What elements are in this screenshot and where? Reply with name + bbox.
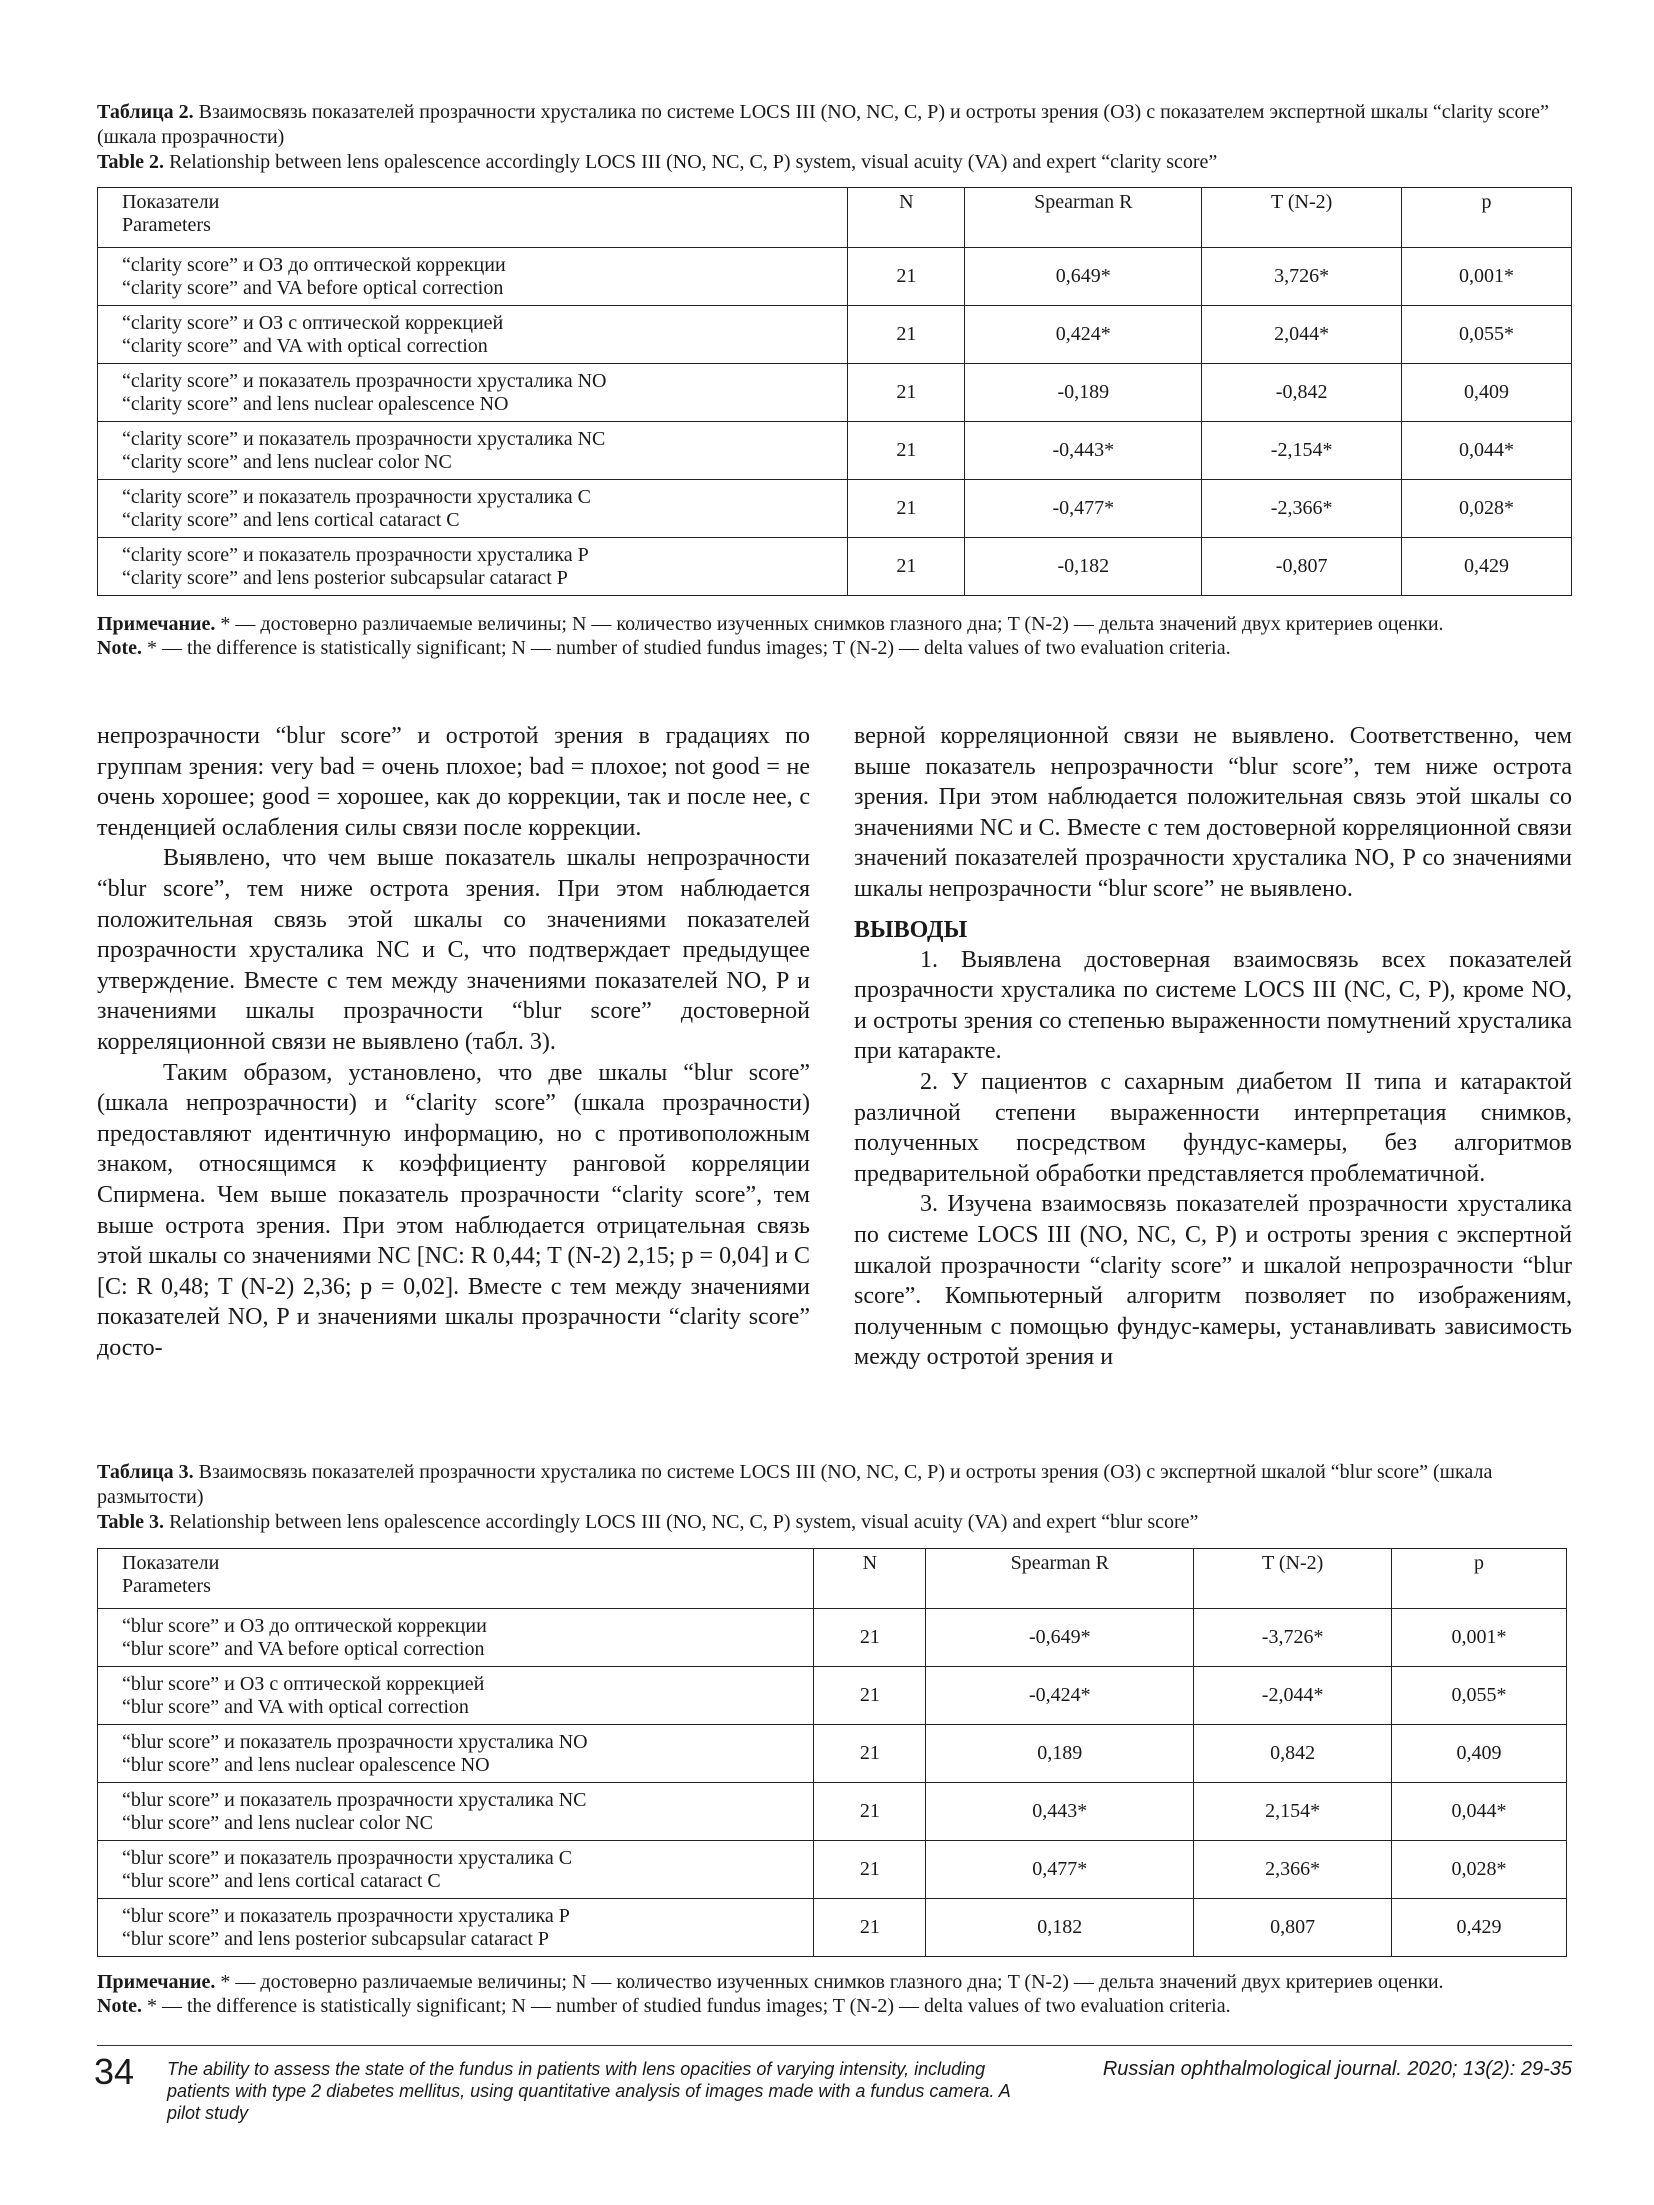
body-right-column <box>854 721 1572 1373</box>
table2-header-spearman: Spearman R <box>965 188 1202 248</box>
n-cell: 21 <box>814 1783 926 1841</box>
t-value-cell: 2,154* <box>1194 1783 1392 1841</box>
parameter-cell <box>98 422 848 480</box>
conclusions-heading: ВЫВОДЫ <box>854 916 968 943</box>
spearman-r-cell: -0,182 <box>965 538 1202 596</box>
parameter-cell <box>98 306 848 364</box>
footer-divider <box>97 2045 1572 2046</box>
p-value-cell: 0,001* <box>1402 248 1572 306</box>
body-paragraph: Выявлено, что чем выше показатель шкалы непрозрачности “blur score”, тем ниже острота зрения. При этом наблюдается положительная связь этой шкалы со значениями показателей прозрачности хрусталика NC и C, что подтверждает предыдущее утверждение. Вместе с тем между значениями показателей NO, P и значениями шкалы прозрачности “blur score” достоверной корреляционной связи не выявлено (табл. 3). <box>97 845 810 1055</box>
table-row <box>98 1841 1567 1899</box>
p-value-cell: 0,044* <box>1392 1783 1567 1841</box>
body-left-column <box>97 721 810 1363</box>
p-value-cell: 0,055* <box>1392 1667 1567 1725</box>
n-cell: 21 <box>848 538 965 596</box>
table3 <box>97 1548 1567 1957</box>
t-value-cell: -2,154* <box>1202 422 1402 480</box>
table2-header-t: T (N-2) <box>1202 188 1402 248</box>
table3-note-en: Note. * — the difference is statistically significant; N — number of studied fundus images; T (N-2) — delta values of two evaluation criteria. <box>97 1995 1231 2017</box>
t-value-cell: 0,807 <box>1194 1899 1392 1957</box>
table3-header-n: N <box>814 1549 926 1609</box>
parameter-ru: “clarity score” и показатель прозрачности хрусталика NC <box>122 427 606 450</box>
spearman-r-cell: -0,424* <box>926 1667 1194 1725</box>
table-row <box>98 248 1572 306</box>
parameter-en: “clarity score” and lens nuclear color NC <box>122 450 452 473</box>
n-cell: 21 <box>814 1667 926 1725</box>
spearman-r-cell: -0,477* <box>965 480 1202 538</box>
p-value-cell: 0,001* <box>1392 1609 1567 1667</box>
table2-note-en: Note. * — the difference is statistically significant; N — number of studied fundus images; T (N-2) — delta values of two evaluation criteria. <box>97 637 1231 659</box>
parameter-cell <box>98 1725 814 1783</box>
parameter-cell <box>98 1783 814 1841</box>
parameter-ru: “blur score” и ОЗ с оптической коррекцией <box>122 1672 485 1695</box>
parameter-ru: “blur score” и показатель прозрачности хрусталика C <box>122 1846 573 1869</box>
t-value-cell: 0,842 <box>1194 1725 1392 1783</box>
t-value-cell: 2,366* <box>1194 1841 1392 1899</box>
table2-header-p: p <box>1402 188 1572 248</box>
table-row <box>98 306 1572 364</box>
footer-article-title: The ability to assess the state of the fundus in patients with lens opacities of varying intensity, including patients with type 2 diabetes mellitus, using quantitative analysis of images made with a fundus camera. A pilot study <box>167 2059 1011 2123</box>
spearman-r-cell: 0,189 <box>926 1725 1194 1783</box>
parameter-ru: “blur score” и показатель прозрачности хрусталика NO <box>122 1730 588 1753</box>
table-row <box>98 538 1572 596</box>
parameter-cell <box>98 1841 814 1899</box>
p-value-cell: 0,055* <box>1402 306 1572 364</box>
p-value-cell: 0,044* <box>1402 422 1572 480</box>
t-value-cell: -3,726* <box>1194 1609 1392 1667</box>
table-row <box>98 1783 1567 1841</box>
parameter-ru: “clarity score” и ОЗ с оптической коррекцией <box>122 311 504 334</box>
conclusion-item: 1. Выявлена достоверная взаимосвязь всех показателей прозрачности хрусталика по системе LOCS III (NC, C, P), кроме NO, и остроты зрения со степенью выраженности помутнений хрусталика при катаракте. <box>854 946 1572 1065</box>
n-cell: 21 <box>848 480 965 538</box>
p-value-cell: 0,409 <box>1402 364 1572 422</box>
parameter-ru: “clarity score” и показатель прозрачности хрусталика C <box>122 485 591 508</box>
table3-header-spearman: Spearman R <box>926 1549 1194 1609</box>
table3-note <box>97 1970 1567 2018</box>
table-row <box>98 480 1572 538</box>
table3-caption <box>97 1460 1567 1535</box>
table-row <box>98 422 1572 480</box>
parameter-cell <box>98 1609 814 1667</box>
parameter-en: “clarity score” and lens posterior subcapsular cataract P <box>122 566 568 589</box>
spearman-r-cell: -0,443* <box>965 422 1202 480</box>
table2 <box>97 187 1572 596</box>
n-cell: 21 <box>848 364 965 422</box>
conclusion-item: 3. Изучена взаимосвязь показателей прозрачности хрусталика по системе LOCS III (NO, NC, C, P) и остроты зрения с экспертной шкалой прозрачности “clarity score” и шкалой непрозрачности “blur score”. Компьютерный алгоритм позволяет по изображениям, полученным с помощью фундус-камеры, устанавливать зависимость между остротой зрения и <box>854 1191 1572 1371</box>
body-paragraph: непрозрачности “blur score” и остротой зрения в градациях по группам зрения: very bad = очень плохое; bad = плохое; not good = не очень хорошее; good = хорошее, как до коррекции, так и после нее, с тенденцией ослабления силы связи после коррекции. <box>97 723 810 841</box>
parameter-en: “blur score” and VA with optical correction <box>122 1695 469 1718</box>
table3-header-t: T (N-2) <box>1194 1549 1392 1609</box>
n-cell: 21 <box>814 1609 926 1667</box>
table-row <box>98 1899 1567 1957</box>
table-row <box>98 1667 1567 1725</box>
n-cell: 21 <box>814 1725 926 1783</box>
spearman-r-cell: 0,649* <box>965 248 1202 306</box>
table3-header-row <box>98 1549 1567 1609</box>
page-number: 34 <box>94 2051 135 2092</box>
p-value-cell: 0,429 <box>1402 538 1572 596</box>
parameter-cell <box>98 364 848 422</box>
t-value-cell: -2,366* <box>1202 480 1402 538</box>
spearman-r-cell: 0,443* <box>926 1783 1194 1841</box>
spearman-r-cell: -0,189 <box>965 364 1202 422</box>
t-value-cell: 2,044* <box>1202 306 1402 364</box>
table3-caption-en: Table 3. Relationship between lens opalescence accordingly LOCS III (NO, NC, C, P) system, visual acuity (VA) and expert “blur score” <box>97 1511 1199 1533</box>
parameter-en: “blur score” and lens cortical cataract C <box>122 1869 441 1892</box>
p-value-cell: 0,028* <box>1392 1841 1567 1899</box>
footer-journal-citation: Russian ophthalmological journal. 2020; 13(2): 29-35 <box>1102 2058 1572 2080</box>
parameter-cell <box>98 480 848 538</box>
parameter-en: “blur score” and lens nuclear color NC <box>122 1811 433 1834</box>
table3-header-p: p <box>1392 1549 1567 1609</box>
conclusion-item: 2. У пациентов с сахарным диабетом II типа и катарактой различной степени выраженности интерпретация снимков, полученных посредством фундус-камеры, без алгоритмов предварительной обработки представляется проблематичной. <box>854 1068 1572 1187</box>
n-cell: 21 <box>848 306 965 364</box>
p-value-cell: 0,409 <box>1392 1725 1567 1783</box>
parameter-cell <box>98 1667 814 1725</box>
table3-header-parameters: Показатели Parameters <box>98 1549 814 1609</box>
t-value-cell: -0,807 <box>1202 538 1402 596</box>
table2-caption-en: Table 2. Relationship between lens opalescence accordingly LOCS III (NO, NC, C, P) system, visual acuity (VA) and expert “clarity score” <box>97 151 1218 173</box>
table2-header-n: N <box>848 188 965 248</box>
parameter-cell <box>98 248 848 306</box>
body-paragraph: Таким образом, установлено, что две шкалы “blur score” (шкала непрозрачности) и “clarity score” (шкала прозрачности) предоставляют идентичную информацию, но с противоположным знаком, относящимся к коэффициенту ранговой корреляции Спирмена. Чем выше показатель прозрачности “clarity score”, тем выше острота зрения. При этом наблюдается отрицательная связь этой шкалы со значениями NC [NC: R 0,44; T (N-2) 2,15; p = 0,04] и C [C: R 0,48; T (N-2) 2,36; p = 0,02]. Вместе с тем между значениями показателей NO, P и значениями шкалы прозрачности “clarity score” досто- <box>97 1059 810 1361</box>
n-cell: 21 <box>814 1899 926 1957</box>
parameter-cell <box>98 538 848 596</box>
table2-note-ru: Примечание. * — достоверно различаемые величины; N — количество изученных снимков глазного дна; T (N-2) — дельта значений двух критериев оценки. <box>97 613 1444 635</box>
table3-note-ru: Примечание. * — достоверно различаемые величины; N — количество изученных снимков глазного дна; T (N-2) — дельта значений двух критериев оценки. <box>97 1971 1444 1993</box>
body-paragraph: верной корреляционной связи не выявлено. Соответственно, чем выше показатель непрозрачности “blur score”, тем ниже острота зрения. При этом наблюдается положительная связь этой шкалы со значениями NC и C. Вместе с тем достоверной корреляционной связи значений показателей прозрачности хрусталика NO, P со значениями шкалы непрозрачности “blur score” не выявлено. <box>854 723 1572 902</box>
n-cell: 21 <box>814 1841 926 1899</box>
parameter-ru: “clarity score” и ОЗ до оптической коррекции <box>122 253 506 276</box>
table2-header-row <box>98 188 1572 248</box>
table2-caption-ru: Таблица 2. Взаимосвязь показателей прозрачности хрусталика по системе LOCS III (NO, NC, C, P) и остроты зрения (ОЗ) с показателем экспертной шкалы “clarity score” (шкала прозрачности) <box>97 101 1549 148</box>
parameter-en: “blur score” and lens nuclear opalescence NO <box>122 1753 490 1776</box>
t-value-cell: -0,842 <box>1202 364 1402 422</box>
spearman-r-cell: -0,649* <box>926 1609 1194 1667</box>
table3-caption-ru: Таблица 3. Взаимосвязь показателей прозрачности хрусталика по системе LOCS III (NO, NC, C, P) и остроты зрения (ОЗ) с экспертной шкалой “blur score” (шкала размытости) <box>97 1461 1493 1508</box>
t-value-cell: -2,044* <box>1194 1667 1392 1725</box>
parameter-ru: “blur score” и показатель прозрачности хрусталика P <box>122 1904 570 1927</box>
table2-header-parameters: Показатели Parameters <box>98 188 848 248</box>
spearman-r-cell: 0,477* <box>926 1841 1194 1899</box>
n-cell: 21 <box>848 248 965 306</box>
parameter-cell <box>98 1899 814 1957</box>
p-value-cell: 0,028* <box>1402 480 1572 538</box>
parameter-ru: “blur score” и показатель прозрачности хрусталика NC <box>122 1788 587 1811</box>
p-value-cell: 0,429 <box>1392 1899 1567 1957</box>
parameter-en: “clarity score” and VA before optical correction <box>122 276 504 299</box>
parameter-ru: “clarity score” и показатель прозрачности хрусталика P <box>122 543 589 566</box>
parameter-ru: “blur score” и ОЗ до оптической коррекции <box>122 1614 487 1637</box>
table-row <box>98 1609 1567 1667</box>
t-value-cell: 3,726* <box>1202 248 1402 306</box>
table2-note <box>97 612 1567 660</box>
table-row <box>98 364 1572 422</box>
parameter-en: “blur score” and VA before optical correction <box>122 1637 485 1660</box>
parameter-ru: “clarity score” и показатель прозрачности хрусталика NO <box>122 369 607 392</box>
parameter-en: “blur score” and lens posterior subcapsular cataract P <box>122 1927 550 1950</box>
n-cell: 21 <box>848 422 965 480</box>
parameter-en: “clarity score” and lens nuclear opalescence NO <box>122 392 509 415</box>
parameter-en: “clarity score” and lens cortical cataract C <box>122 508 460 531</box>
table-row <box>98 1725 1567 1783</box>
spearman-r-cell: 0,424* <box>965 306 1202 364</box>
parameter-en: “clarity score” and VA with optical correction <box>122 334 488 357</box>
table2-caption <box>97 100 1567 175</box>
spearman-r-cell: 0,182 <box>926 1899 1194 1957</box>
